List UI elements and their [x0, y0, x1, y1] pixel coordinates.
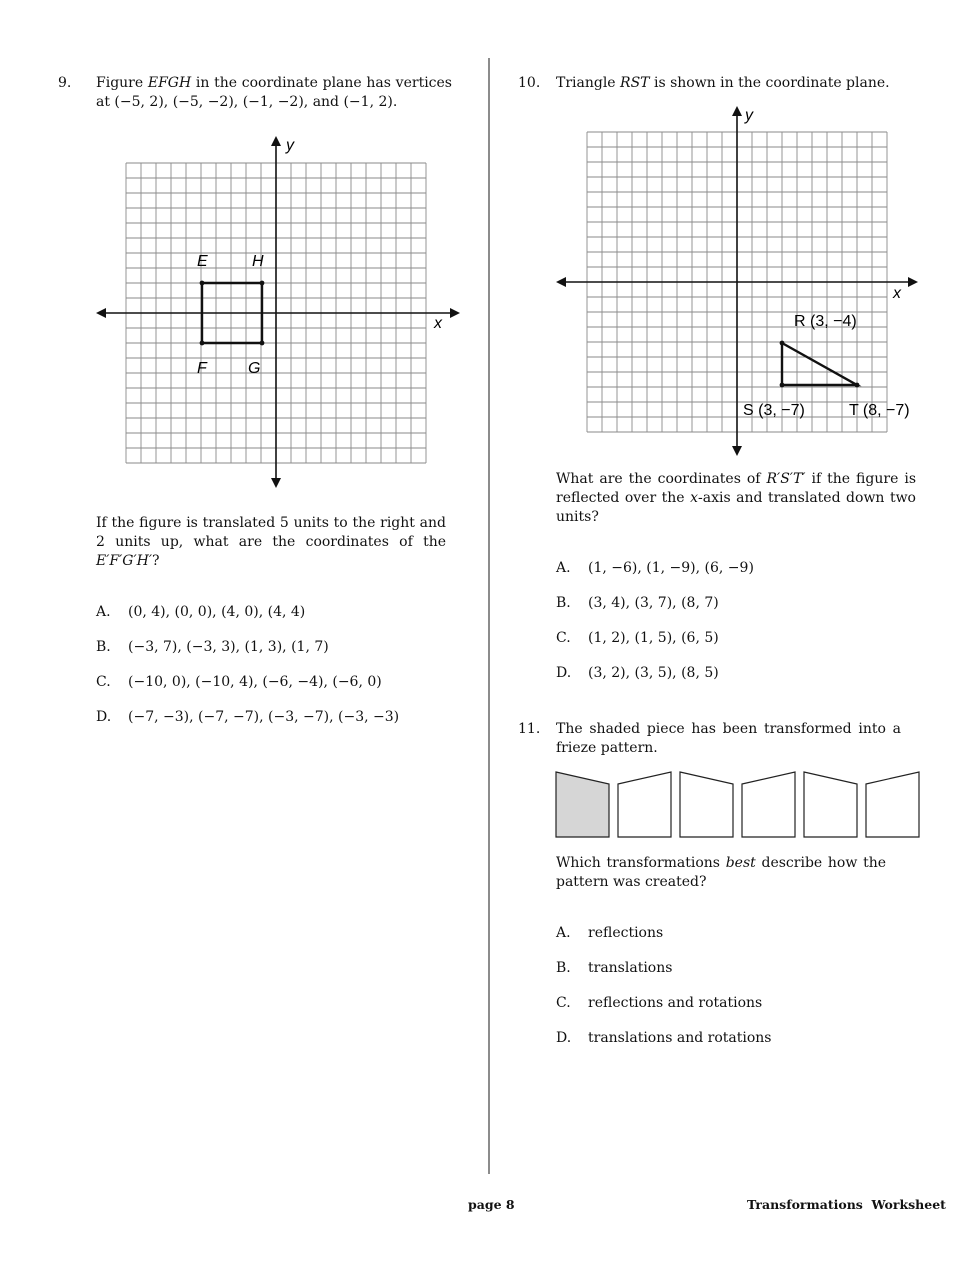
y-axis-label: y: [745, 107, 753, 124]
frieze-piece-4: [742, 772, 795, 837]
option-text: (−10, 0), (−10, 4), (−6, −4), (−6, 0): [128, 674, 382, 690]
page-number: page 8: [468, 1197, 515, 1212]
question-10-option-c[interactable]: [556, 629, 719, 648]
question-10-prompt: Triangle RST is shown in the coordinate plane.: [556, 75, 890, 91]
y-axis-up-arrow: [271, 136, 281, 146]
option-letter: A.: [556, 560, 571, 576]
vertex-r-dot: [780, 341, 785, 346]
label-r: R (3, −4): [794, 313, 857, 330]
question-11-option-c[interactable]: [556, 994, 762, 1013]
question-9-option-c[interactable]: [96, 673, 382, 692]
vertex-h-dot: [260, 281, 265, 286]
question-9-option-a[interactable]: [96, 603, 305, 622]
frieze-piece-3: [680, 772, 733, 837]
option-text: translations: [588, 960, 673, 976]
y-axis-label: y: [286, 137, 294, 154]
option-letter: A.: [96, 604, 111, 620]
label-t: T (8, −7): [849, 402, 910, 419]
frieze-piece-6: [866, 772, 919, 837]
column-divider: [488, 58, 490, 1174]
option-text: (−3, 7), (−3, 3), (1, 3), (1, 7): [128, 639, 329, 655]
option-text: reflections: [588, 925, 664, 941]
option-text: (−7, −3), (−7, −7), (−3, −7), (−3, −3): [128, 709, 400, 725]
option-letter: B.: [556, 595, 571, 611]
option-text: translations and rotations: [588, 1030, 772, 1046]
x-axis-right-arrow: [450, 308, 460, 318]
question-11-option-d[interactable]: [556, 1029, 771, 1048]
option-text: (1, −6), (1, −9), (6, −9): [588, 560, 754, 576]
vertex-t-dot: [855, 383, 860, 388]
question-11-question: Which transformations best describe how the pattern was created?: [556, 855, 886, 890]
question-9-number: 9.: [58, 75, 72, 91]
label-f: F: [197, 360, 207, 377]
option-text: (3, 2), (3, 5), (8, 5): [588, 665, 719, 681]
x-axis-left-arrow: [96, 308, 106, 318]
triangle-rst: [782, 343, 857, 385]
x-axis-label: x: [893, 285, 901, 302]
option-text: (1, 2), (1, 5), (6, 5): [588, 630, 719, 646]
x-axis-label: x: [434, 315, 442, 332]
footer-title: Transformations Worksheet: [747, 1197, 946, 1212]
question-10-number: 10.: [518, 75, 541, 91]
option-letter: C.: [556, 995, 571, 1011]
option-letter: D.: [556, 665, 572, 681]
x-axis-right-arrow: [908, 277, 918, 287]
vertex-e-dot: [200, 281, 205, 286]
x-axis-left-arrow: [556, 277, 566, 287]
option-letter: B.: [96, 639, 111, 655]
frieze-piece-5: [804, 772, 857, 837]
option-letter: D.: [556, 1030, 572, 1046]
label-s: S (3, −7): [743, 402, 805, 419]
vertex-g-dot: [260, 341, 265, 346]
option-letter: B.: [556, 960, 571, 976]
label-e: E: [197, 253, 208, 270]
question-10-option-b[interactable]: [556, 594, 719, 613]
question-10-option-d[interactable]: [556, 664, 719, 683]
question-9-question: If the figure is translated 5 units to the right and 2 units up, what are the coordinates of the E′F′G′H′?: [96, 515, 446, 569]
frieze-pattern: [552, 768, 924, 842]
question-10-option-a[interactable]: [556, 559, 754, 578]
question-11-option-b[interactable]: [556, 959, 672, 978]
option-letter: A.: [556, 925, 571, 941]
question-10-coordinate-grid: [550, 100, 930, 460]
question-11-number: 11.: [518, 721, 541, 737]
question-9-prompt: Figure EFGH in the coordinate plane has vertices at (−5, 2), (−5, −2), (−1, −2), and (−1, 2).: [96, 75, 452, 110]
shaded-piece: [556, 772, 609, 837]
label-h: H: [252, 253, 264, 270]
option-text: (3, 4), (3, 7), (8, 7): [588, 595, 719, 611]
question-9-option-b[interactable]: [96, 638, 329, 657]
y-axis-up-arrow: [732, 106, 742, 116]
question-9-option-d[interactable]: [96, 708, 399, 727]
question-10-question: What are the coordinates of R′S′T′ if the figure is reflected over the x-axis and translated down two units?: [556, 471, 917, 525]
y-axis-down-arrow: [732, 446, 742, 456]
question-9-coordinate-grid: [90, 130, 470, 492]
question-11-option-a[interactable]: [556, 924, 663, 943]
frieze-piece-2: [618, 772, 671, 837]
question-11-prompt: The shaded piece has been transformed into a frieze pattern.: [556, 721, 901, 756]
option-letter: D.: [96, 709, 112, 725]
option-letter: C.: [556, 630, 571, 646]
option-text: reflections and rotations: [588, 995, 763, 1011]
label-g: G: [248, 360, 261, 377]
vertex-s-dot: [780, 383, 785, 388]
option-letter: C.: [96, 674, 111, 690]
y-axis-down-arrow: [271, 478, 281, 488]
option-text: (0, 4), (0, 0), (4, 0), (4, 4): [128, 604, 306, 620]
vertex-f-dot: [200, 341, 205, 346]
